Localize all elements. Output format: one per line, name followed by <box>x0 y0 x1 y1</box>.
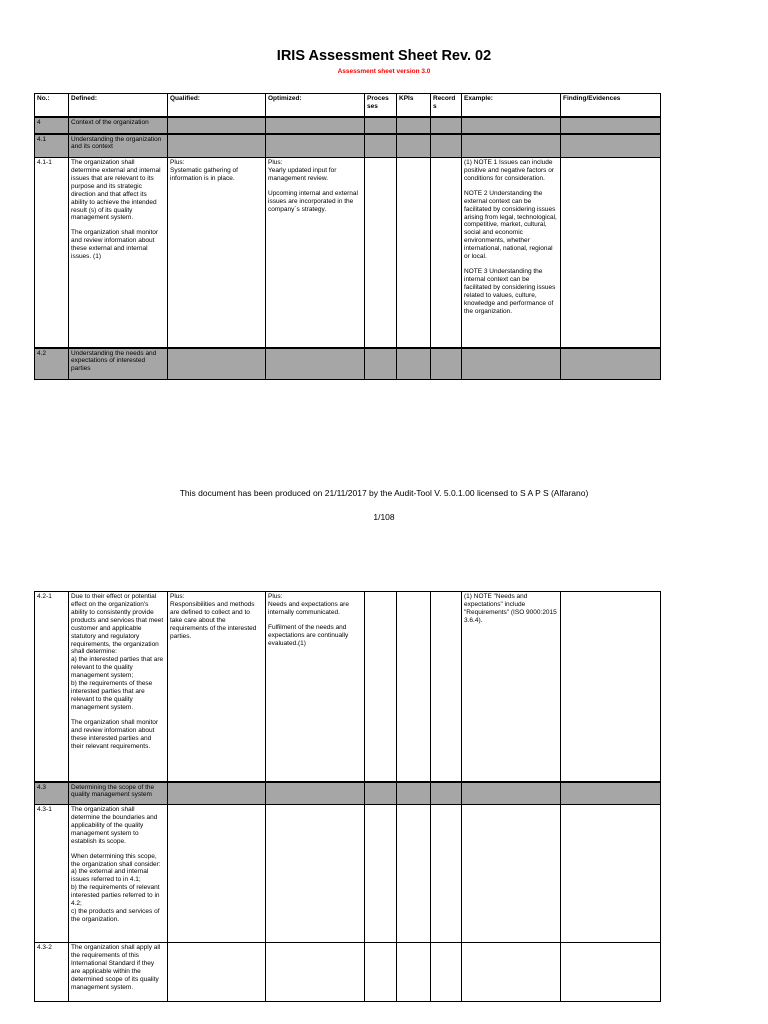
cell-records <box>431 158 462 348</box>
cell-optimized <box>266 943 365 1002</box>
cell-paragraph: Fulfilment of the needs and expectations are continually evaluated.(1) <box>268 623 349 647</box>
cell-processes <box>365 805 397 943</box>
cell-findings <box>561 943 661 1002</box>
cell-paragraph: NOTE 2 Understanding the external context can be facilitated by considering issues arising from legal, technological, competitive, market, cultural, social and economic environments, whether international, national, regional or local. <box>464 189 557 261</box>
cell-processes <box>365 943 397 1002</box>
cell-paragraph: The organization shall determine the boundaries and applicability of the quality management system to establish its scope. <box>71 806 158 845</box>
cell-paragraph: (1) NOTE 1 Issues can include positive and negative factors or conditions for consideration. <box>464 159 554 182</box>
cell-defined: Understanding the organization and its context <box>69 134 168 158</box>
cell-paragraph: Upcoming internal and external issues are incorporated in the company´s strategy. <box>268 189 358 213</box>
cell-paragraph: (1) NOTE "Needs and expectations" include "Requirements" (ISO 9000:2015 3.6.4). <box>464 593 557 624</box>
table-body-page-1 <box>35 117 661 380</box>
cell-paragraph: Plus: Systematic gathering of information is in place. <box>170 159 238 182</box>
cell-paragraph: The organization shall apply all the requirements of this International Standard if they are applicable within the determined scope of its quality management system. <box>71 944 161 991</box>
cell-defined <box>69 158 168 348</box>
cell-qualified <box>168 805 266 943</box>
cell-no: 4.1 <box>35 134 69 158</box>
cell-paragraph: Plus: Yearly updated input for management review. <box>268 159 337 182</box>
cell-kpis <box>397 134 431 158</box>
cell-records <box>431 943 462 1002</box>
cell-paragraph: When determining this scope, the organization shall consider: a) the external and internal issues referred to in 4.1; b) the requirements of relevant interested parties referred to in 4.2; c) the products and services of the organization. <box>71 852 161 923</box>
cell-example <box>462 592 561 782</box>
section-row <box>35 782 661 805</box>
cell-defined: Context of the organization <box>69 117 168 134</box>
cell-optimized <box>266 158 365 348</box>
column-header-no: No.: <box>35 94 69 117</box>
cell-paragraph: The organization shall monitor and review information about these external and internal issues. (1) <box>71 229 159 261</box>
cell-kpis <box>397 348 431 380</box>
cell-example <box>462 805 561 943</box>
cell-example <box>462 134 561 158</box>
cell-paragraph: NOTE 3 Understanding the internal context can be facilitated by considering issues related to values, culture, knowledge and performance of the organization. <box>464 268 556 315</box>
cell-findings <box>561 117 661 134</box>
column-header-example: Example: <box>462 94 561 117</box>
column-header-findings: Finding/Evidences <box>561 94 661 117</box>
cell-no: 4 <box>35 117 69 134</box>
table-body-page-2 <box>35 592 661 1002</box>
page-number: 1/108 <box>373 512 395 522</box>
cell-no: 4.3 <box>35 782 69 805</box>
cell-optimized <box>266 117 365 134</box>
cell-processes <box>365 592 397 782</box>
cell-qualified <box>168 158 266 348</box>
cell-paragraph: Plus: Needs and expectations are internally communicated. <box>268 593 349 616</box>
cell-example <box>462 782 561 805</box>
cell-records <box>431 592 462 782</box>
cell-records <box>431 348 462 380</box>
cell-paragraph: The organization shall monitor and review information about these interested parties and their relevant requirements. <box>71 718 159 750</box>
cell-kpis <box>397 805 431 943</box>
column-header-qualified: Qualified: <box>168 94 266 117</box>
cell-optimized <box>266 805 365 943</box>
cell-defined <box>69 805 168 943</box>
cell-defined: Understanding the needs and expectations of interested parties <box>69 348 168 380</box>
cell-example <box>462 158 561 348</box>
cell-example <box>462 348 561 380</box>
cell-records <box>431 782 462 805</box>
cell-records <box>431 805 462 943</box>
cell-kpis <box>397 117 431 134</box>
cell-findings <box>561 805 661 943</box>
cell-qualified <box>168 348 266 380</box>
cell-kpis <box>397 592 431 782</box>
assessment-table-page-2 <box>34 591 661 1002</box>
cell-records <box>431 134 462 158</box>
cell-records <box>431 117 462 134</box>
column-header-records: Record s <box>431 94 462 117</box>
column-header-kpis: KPIs <box>397 94 431 117</box>
column-header-defined: Defined: <box>69 94 168 117</box>
cell-findings <box>561 134 661 158</box>
cell-findings <box>561 592 661 782</box>
cell-defined: Determining the scope of the quality management system <box>69 782 168 805</box>
cell-processes <box>365 117 397 134</box>
document-title: IRIS Assessment Sheet Rev. 02 <box>276 48 492 64</box>
assessment-table-page-1 <box>34 93 661 380</box>
document-footer: This document has been produced on 21/11/2017 by the Audit-Tool V. 5.0.1.00 licensed to S A P S (Alfarano) <box>179 488 589 498</box>
cell-findings <box>561 782 661 805</box>
cell-qualified <box>168 592 266 782</box>
requirement-row <box>35 158 661 348</box>
column-header-processes: Proces ses <box>365 94 397 117</box>
cell-no: 4.3-1 <box>35 805 69 943</box>
column-header-optimized: Optimized: <box>266 94 365 117</box>
cell-example <box>462 117 561 134</box>
section-row <box>35 117 661 134</box>
cell-paragraph: The organization shall determine external and internal issues that are relevant to its purpose and its strategic direction and that affect its ability to achieve the intended result (s) of its quality management system. <box>71 159 161 222</box>
cell-no: 4.3-2 <box>35 943 69 1002</box>
cell-optimized <box>266 782 365 805</box>
cell-qualified <box>168 117 266 134</box>
requirement-row <box>35 805 661 943</box>
cell-paragraph: Due to their effect or potential effect on the organization's ability to consistently provide products and services that meet customer and applicable statutory and regulatory requirements, the organization shall determine: a) the interested parties that are relevant to the quality management system; b) the requirements of these interested parties that are relevant to the quality management system. <box>71 593 164 711</box>
cell-qualified <box>168 943 266 1002</box>
cell-qualified <box>168 134 266 158</box>
cell-optimized <box>266 592 365 782</box>
cell-kpis <box>397 943 431 1002</box>
cell-defined <box>69 592 168 782</box>
section-row <box>35 348 661 380</box>
cell-kpis <box>397 158 431 348</box>
cell-example <box>462 943 561 1002</box>
cell-defined <box>69 943 168 1002</box>
cell-kpis <box>397 782 431 805</box>
cell-no: 4.2 <box>35 348 69 380</box>
table-header-row <box>35 94 661 117</box>
cell-findings <box>561 158 661 348</box>
cell-no: 4.2-1 <box>35 592 69 782</box>
cell-optimized <box>266 134 365 158</box>
cell-optimized <box>266 348 365 380</box>
cell-processes <box>365 158 397 348</box>
cell-no: 4.1-1 <box>35 158 69 348</box>
cell-qualified <box>168 782 266 805</box>
cell-processes <box>365 782 397 805</box>
cell-findings <box>561 348 661 380</box>
cell-processes <box>365 134 397 158</box>
cell-paragraph: Plus: Responsibilities and methods are defined to collect and to take care about the requirements of the interested parties. <box>170 593 257 640</box>
requirement-row <box>35 943 661 1002</box>
requirement-row <box>35 592 661 782</box>
document-subtitle: Assessment sheet version 3.0 <box>337 68 431 75</box>
section-row <box>35 134 661 158</box>
cell-processes <box>365 348 397 380</box>
